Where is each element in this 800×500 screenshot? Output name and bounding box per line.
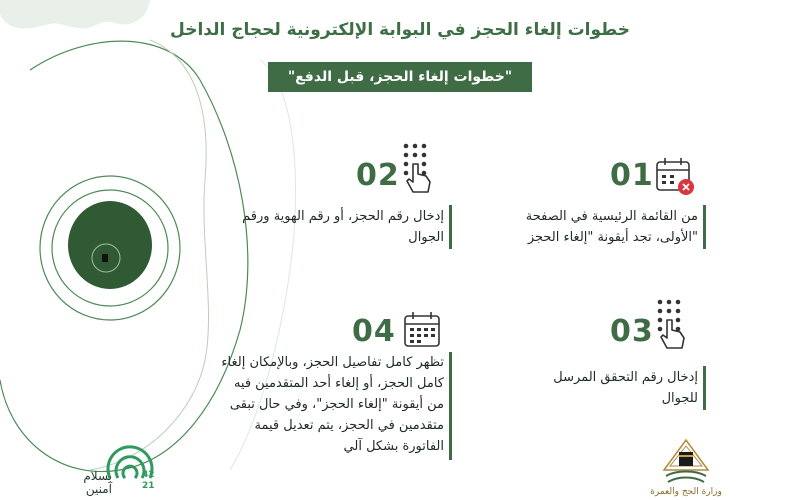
ministry-name: وزارة الحج والعمرة [650, 487, 722, 497]
step-text [180, 206, 444, 248]
step-text-line: من القائمة الرئيسية في الصفحة [525, 209, 698, 224]
step-text [470, 206, 698, 248]
keypad-touch-icon [658, 300, 684, 348]
step-text-line: "الأولى، تجد أيقونة "إلغاء الحجز [527, 230, 698, 245]
step-number: 04 [352, 314, 396, 349]
step-number: 02 [356, 158, 400, 193]
campaign-line-2: آمنين [85, 482, 112, 496]
calendar-icon [405, 312, 439, 346]
calendar-cancel-icon [657, 158, 694, 195]
step-text-line: من أيقونة "إلغاء الحجز"، وفي حال تبقى [229, 397, 444, 412]
campaign-number-top: 42 [142, 470, 155, 480]
step-text-line: كامل الحجز، أو إلغاء أحد المتقدمين فيه [233, 376, 444, 391]
step-number: 01 [610, 158, 654, 193]
step-text-line: تظهر كامل تفاصيل الحجز، وبالإمكان إلغاء [221, 355, 444, 370]
campaign-number-bottom: 21 [142, 481, 155, 491]
campaign-numbers [142, 470, 155, 492]
keypad-touch-icon [404, 144, 430, 192]
campaign-logo [52, 470, 112, 496]
step-text-line: للجوال [661, 391, 698, 406]
step-text [500, 367, 698, 409]
step-text-line: الجوال [408, 230, 444, 245]
step-text-line: متقدمين في الحجز، يتم تعديل قيمة [254, 418, 444, 433]
subtitle-banner: "خطوات إلغاء الحجز، قبل الدفع" [268, 62, 532, 92]
step-text [152, 352, 444, 457]
step-text-line: إدخال رقم التحقق المرسل [553, 370, 698, 385]
step-text-line: إدخال رقم الحجز، أو رقم الهوية ورقم [242, 209, 444, 224]
step-accent-bar [703, 366, 706, 410]
step-accent-bar [703, 205, 706, 249]
kaaba-icon [102, 254, 108, 262]
step-accent-bar [449, 205, 452, 249]
page-title: خطوات إلغاء الحجز في البوابة الإلكترونية لحجاج الداخل [170, 20, 630, 40]
step-accent-bar [449, 352, 452, 460]
ministry-emblem-icon [664, 440, 708, 482]
step-number: 03 [610, 314, 654, 349]
campaign-line-1: بسلام [83, 469, 112, 483]
step-text-line: الفاتورة بشكل آلي [343, 439, 444, 454]
